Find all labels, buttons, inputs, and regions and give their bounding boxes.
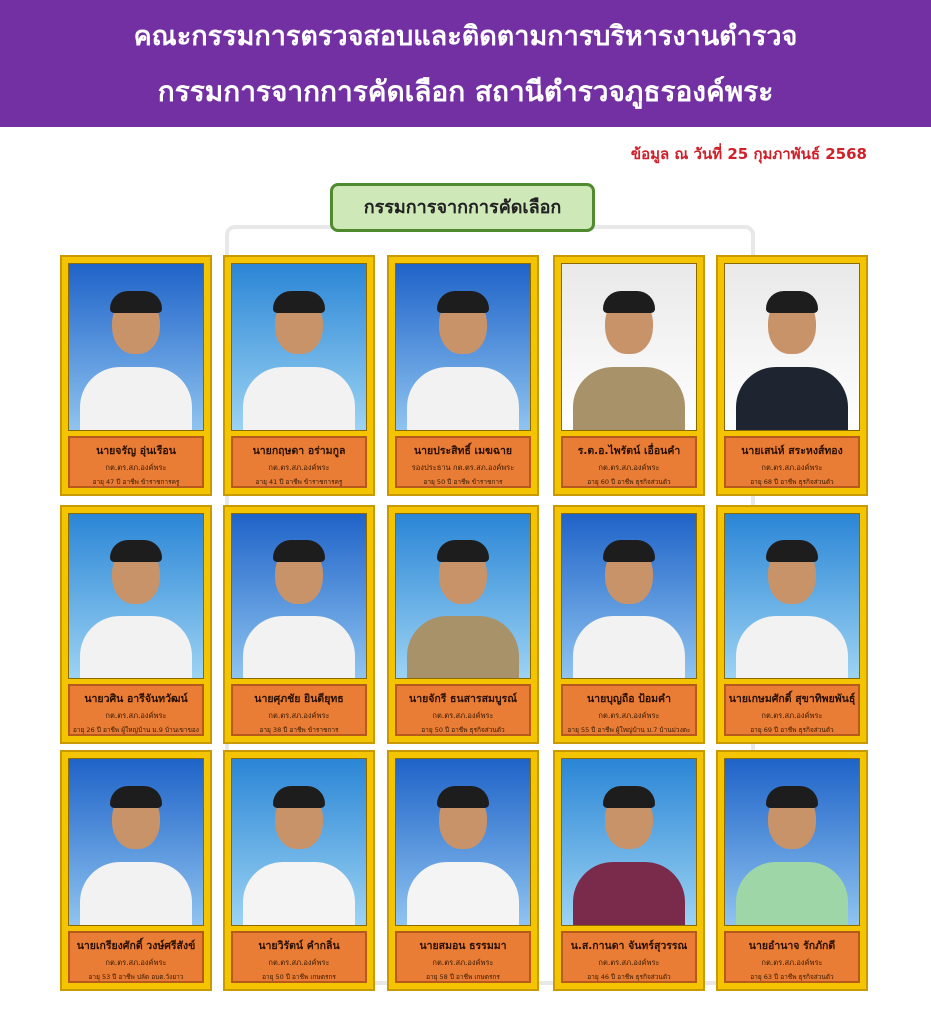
member-photo [724, 758, 860, 926]
member-card [553, 750, 705, 991]
member-name: นายวิรัตน์ คำกลิ่น [258, 940, 340, 952]
member-name: นายประสิทธิ์ เมฆฉาย [413, 445, 513, 457]
person-body [573, 616, 686, 678]
member-photo [395, 758, 531, 926]
member-photo [395, 513, 531, 679]
member-position: รองประธาน กต.ตร.สภ.องค์พระ [411, 463, 515, 472]
person-hair [603, 291, 655, 313]
member-info: อายุ 68 ปี อาชีพ ธุรกิจส่วนตัว [750, 478, 834, 486]
person-hair [273, 786, 325, 808]
member-name: นายจรัญ อุ่นเรือน [96, 445, 176, 457]
person-body [243, 616, 356, 678]
name-plate [395, 931, 531, 983]
person-hair [766, 786, 818, 808]
person-body [407, 862, 520, 925]
person-hair [273, 540, 325, 562]
person-hair [603, 540, 655, 562]
person-body [736, 616, 849, 678]
name-plate [231, 684, 367, 736]
title-line-2: กรรมการจากการคัดเลือก สถานีตำรวจภูธรองค์พระ [157, 75, 774, 108]
member-name: นายจักรี ธนสารสมบูรณ์ [409, 693, 517, 705]
name-plate [395, 436, 531, 488]
member-position: กต.ตร.สภ.องค์พระ [268, 711, 330, 720]
data-date: ข้อมูล ณ วันที่ 25 กุมภาพันธ์ 2568 [630, 145, 867, 163]
member-name: นายศุภชัย ยินดียุทธ [254, 693, 344, 705]
person-hair [110, 540, 162, 562]
member-position: กต.ตร.สภ.องค์พระ [105, 463, 167, 472]
person-hair [437, 540, 489, 562]
member-photo [561, 513, 697, 679]
member-position: กต.ตร.สภ.องค์พระ [432, 711, 494, 720]
member-position: กต.ตร.สภ.องค์พระ [598, 958, 660, 967]
member-card [223, 505, 375, 744]
name-plate [68, 684, 204, 736]
member-position: กต.ตร.สภ.องค์พระ [268, 463, 330, 472]
member-name: นายเกรียงศักดิ์ วงษ์ศรีสังข์ [76, 940, 196, 952]
person-body [736, 862, 849, 925]
person-hair [766, 291, 818, 313]
member-info: อายุ 60 ปี อาชีพ ธุรกิจส่วนตัว [587, 478, 671, 486]
person-hair [110, 291, 162, 313]
member-card [553, 505, 705, 744]
member-position: กต.ตร.สภ.องค์พระ [432, 958, 494, 967]
person-body [573, 367, 686, 430]
member-position: กต.ตร.สภ.องค์พระ [105, 958, 167, 967]
person-body [80, 862, 193, 925]
member-photo [68, 758, 204, 926]
header-banner [0, 0, 931, 127]
name-plate [561, 684, 697, 736]
member-position: กต.ตร.สภ.องค์พระ [761, 958, 823, 967]
member-photo [231, 263, 367, 431]
name-plate [724, 684, 860, 736]
name-plate [724, 931, 860, 983]
member-info: อายุ 50 ปี อาชีพ ข้าราชการ [423, 478, 503, 486]
name-plate [231, 931, 367, 983]
member-name: ร.ต.อ.ไพรัตน์ เอื่อนคำ [577, 445, 681, 457]
member-info: อายุ 58 ปี อาชีพ เกษตรกร [426, 973, 500, 981]
person-body [736, 367, 849, 430]
member-info: อายุ 38 ปี อาชีพ ข้าราชการ [259, 726, 339, 734]
member-name: น.ส.กานดา จันทร์สุวรรณ [570, 940, 688, 952]
person-body [573, 862, 686, 925]
member-name: นายกฤษดา อร่ามกูล [252, 445, 346, 457]
member-card [60, 750, 212, 991]
member-photo [231, 513, 367, 679]
person-hair [110, 786, 162, 808]
member-card [716, 750, 868, 991]
name-plate [724, 436, 860, 488]
person-hair [603, 786, 655, 808]
member-card [60, 255, 212, 496]
name-plate [68, 436, 204, 488]
member-position: กต.ตร.สภ.องค์พระ [268, 958, 330, 967]
name-plate [561, 436, 697, 488]
name-plate [68, 931, 204, 983]
person-body [407, 367, 520, 430]
member-position: กต.ตร.สภ.องค์พระ [761, 463, 823, 472]
person-hair [766, 540, 818, 562]
member-photo [724, 513, 860, 679]
person-body [80, 367, 193, 430]
name-plate [395, 684, 531, 736]
member-photo [395, 263, 531, 431]
title-line-1: คณะกรรมการตรวจสอบและติดตามการบริหารงานตำรวจ [133, 21, 798, 52]
member-photo [561, 758, 697, 926]
member-info: อายุ 41 ปี อาชีพ ข้าราชการครู [255, 478, 343, 486]
member-info: อายุ 53 ปี อาชีพ ปลัด อบต.วังยาว [88, 973, 184, 981]
member-name: นายสมอน ธรรมมา [419, 940, 507, 952]
member-card [223, 255, 375, 496]
member-photo [561, 263, 697, 431]
member-card [387, 255, 539, 496]
member-info: อายุ 55 ปี อาชีพ ผู้ใหญ่บ้าน ม.7 บ้านม่วงตะ [567, 726, 691, 734]
member-info: อายุ 50 ปี อาชีพ เกษตรกร [262, 973, 336, 981]
member-photo [231, 758, 367, 926]
member-position: กต.ตร.สภ.องค์พระ [105, 711, 167, 720]
member-name: นายวศิน อารีจันทวัฒน์ [84, 693, 188, 705]
member-photo [68, 263, 204, 431]
member-info: อายุ 46 ปี อาชีพ ธุรกิจส่วนตัว [587, 973, 671, 981]
person-body [80, 616, 193, 678]
member-name: นายเสน่ห์ สระหงส์ทอง [741, 445, 843, 457]
member-name: นายบุญถือ ป้อมคำ [587, 693, 671, 705]
person-body [243, 862, 356, 925]
member-card [553, 255, 705, 496]
section-label: กรรมการจากการคัดเลือก [330, 183, 595, 232]
member-photo [724, 263, 860, 431]
member-card [716, 505, 868, 744]
member-card [223, 750, 375, 991]
member-card [60, 505, 212, 744]
member-position: กต.ตร.สภ.องค์พระ [598, 463, 660, 472]
person-body [407, 616, 520, 678]
member-card [387, 750, 539, 991]
member-card [387, 505, 539, 744]
person-hair [437, 786, 489, 808]
member-info: อายุ 63 ปี อาชีพ ธุรกิจส่วนตัว [750, 973, 834, 981]
member-photo [68, 513, 204, 679]
person-hair [437, 291, 489, 313]
member-card [716, 255, 868, 496]
member-info: อายุ 26 ปี อาชีพ ผู้ใหญ่บ้าน ม.9 บ้านเขาของ [73, 726, 199, 734]
person-body [243, 367, 356, 430]
member-name: นายอำนาจ รักภักดี [748, 940, 836, 952]
member-info: อายุ 50 ปี อาชีพ ธุรกิจส่วนตัว [421, 726, 505, 734]
member-name: นายเกษมศักดิ์ สุขาทิพยพันธุ์ [728, 693, 856, 705]
name-plate [561, 931, 697, 983]
person-hair [273, 291, 325, 313]
member-position: กต.ตร.สภ.องค์พระ [598, 711, 660, 720]
member-position: กต.ตร.สภ.องค์พระ [761, 711, 823, 720]
member-info: อายุ 69 ปี อาชีพ ธุรกิจส่วนตัว [750, 726, 834, 734]
name-plate [231, 436, 367, 488]
member-info: อายุ 47 ปี อาชีพ ข้าราชการครู [92, 478, 180, 486]
